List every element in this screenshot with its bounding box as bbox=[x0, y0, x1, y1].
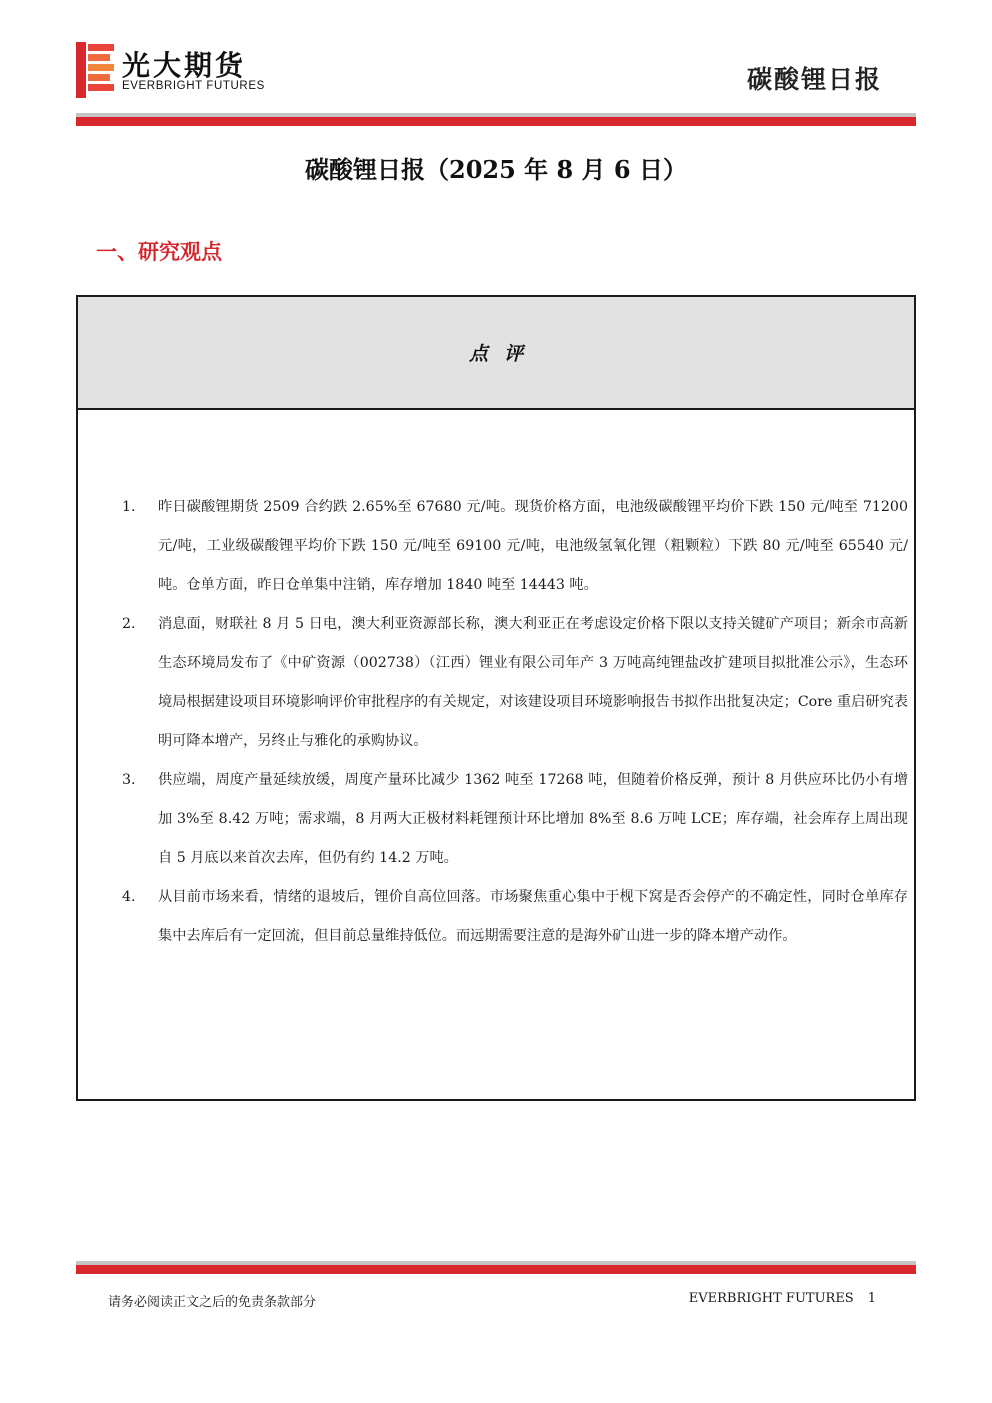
report-name-header: 碳酸锂日报 bbox=[746, 65, 882, 94]
item-number: 2. bbox=[122, 616, 136, 632]
item-number: 1. bbox=[122, 499, 136, 515]
comment-item bbox=[78, 488, 914, 605]
item-text: 供应端，周度产量延续放缓，周度产量环比减少 1362 吨至 17268 吨，但随着价格反弹，预计 8 月供应环比仍小有增加 3%至 8.42 万吨；需求端，8 月两大正极材料耗锂预计环比增加 8%至 8.6 万吨 LCE；库存端，社会库存上周出现自 5 月底以来首次去库，但仍有约 14.2 万吨。 bbox=[158, 772, 908, 866]
section-heading: 一、研究观点 bbox=[96, 239, 222, 264]
comment-box-title: 点评 bbox=[468, 343, 539, 365]
company-logo bbox=[76, 42, 286, 100]
logo-english-name: EVERBRIGHT FUTURES bbox=[122, 80, 265, 92]
item-text: 从目前市场来看，情绪的退坡后，锂价自高位回落。市场聚焦重心集中于枧下窝是否会停产的不确定性，同时仓单库存集中去库后有一定回流，但目前总量维持低位。而远期需要注意的是海外矿山进一步的降本增产动作。 bbox=[158, 889, 908, 944]
comment-list bbox=[78, 410, 914, 956]
item-number: 3. bbox=[122, 772, 136, 788]
comment-item bbox=[78, 761, 914, 878]
item-text: 昨日碳酸锂期货 2509 合约跌 2.65%至 67680 元/吨。现货价格方面，电池级碳酸锂平均价下跌 150 元/吨至 71200 元/吨，工业级碳酸锂平均价下跌 150 元/吨至 69100 元/吨，电池级氢氧化锂（粗颗粒）下跌 80 元/吨至 65540 元/吨。仓单方面，昨日仓单集中注销，库存增加 1840 吨至 14443 吨。 bbox=[158, 499, 908, 593]
footer-brand: EVERBRIGHT FUTURES bbox=[688, 1291, 854, 1306]
comment-box-header bbox=[78, 297, 914, 410]
footer-disclaimer: 请务必阅读正文之后的免责条款部分 bbox=[108, 1295, 317, 1310]
everbright-logo-icon bbox=[76, 42, 116, 98]
comment-item bbox=[78, 878, 914, 956]
footer-brand-block bbox=[689, 1291, 876, 1306]
item-text: 消息面，财联社 8 月 5 日电，澳大利亚资源部长称，澳大利亚正在考虑设定价格下限以支持关键矿产项目；新余市高新生态环境局发布了《中矿资源（002738）（江西）锂业有限公司年产 3 万吨高纯锂盐改扩建项目拟批准公示》，生态环境局根据建设项目环境影响评价审批程序的有关规定，对该建设项目环境影响报告书拟作出批复决定；Core 重启研究表明可降本增产，另终止与雅化的承购协议。 bbox=[158, 616, 908, 749]
footer-divider bbox=[76, 1261, 916, 1274]
page-number: 1 bbox=[867, 1291, 876, 1306]
comment-box bbox=[76, 295, 916, 1101]
comment-item bbox=[78, 605, 914, 761]
item-number: 4. bbox=[122, 889, 136, 905]
document-title: 碳酸锂日报（2025 年 8 月 6 日） bbox=[305, 155, 687, 184]
header-divider bbox=[76, 113, 916, 126]
logo-chinese-name: 光大期货 bbox=[122, 49, 247, 82]
